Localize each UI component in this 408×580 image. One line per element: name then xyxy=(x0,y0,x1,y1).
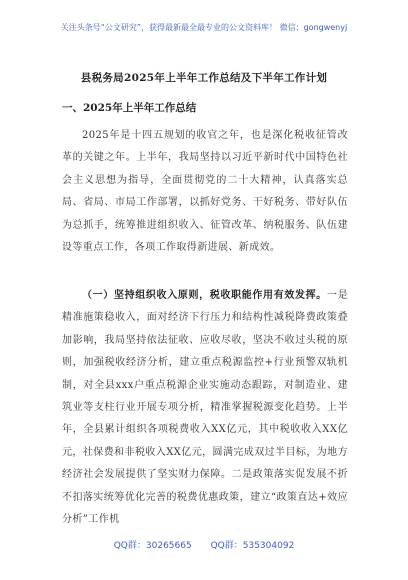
paragraph-body: 一是精准施策稳收入，面对经济下行压力和结构性减税降费政策叠加影响，我局坚持依法征收、应收尽收，坚决不收过头税的原则，加强税收经济分析，建立重点税源监控+行业预警双轨机制，对全县xxx户重点税源企业实施动态跟踪，对制造业、建筑业等支柱行业开展专项分析，精准掌握税源变化趋势。上半年，全县累计组织各项税费收入XX亿元，其中税收收入XX亿元，社保费和非税收入XX亿元，圆满完成双过半目标，为地方经济社会发展提供了坚实财力保障。二是政策落实促发展不折不扣落实统筹优化完善的税费优惠政策，建立“政策直达+效应分析”工作机 xyxy=(62,290,348,526)
footer-contact xyxy=(0,538,408,551)
qq-group-1: QQ群：30265665 xyxy=(113,541,192,551)
paragraph-revenue xyxy=(62,285,348,531)
section-heading: 一、2025年上半年工作总结 xyxy=(62,102,197,114)
document-title: 县税务局2025年上半年工作总结及下半年工作计划 xyxy=(80,72,328,84)
qq-group-2: QQ群：535304092 xyxy=(210,541,295,551)
paragraph-lead: （一）坚持组织收入原则，税收职能作用有效发挥。 xyxy=(82,290,327,301)
paragraph-intro: 2025年是十四五规划的收官之年，也是深化税收征管改革的关键之年。上半年，我局坚持以习近平新时代中国特色社会主义思想为指导，全面贯彻党的二十大精神，认真落实总局、省局、市局工作部署，以抓好党务、干好税务、带好队伍为总抓手，统筹推进组织收入、征管改革、纳税服务、队伍建设等重点工作，各项工作取得新进展、新成效。 xyxy=(62,130,348,254)
header-banner: 关注头条号“公文研究”，获得最新最全最专业的公文资料库！ 微信：gongwenyj xyxy=(60,23,348,32)
